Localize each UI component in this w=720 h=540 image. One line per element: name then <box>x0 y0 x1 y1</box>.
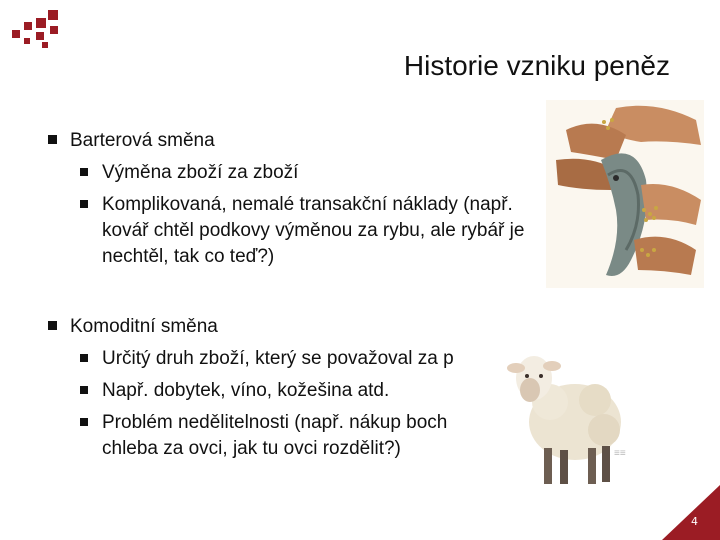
bullet-square-icon <box>80 354 88 362</box>
sheep-image <box>500 340 625 490</box>
section-heading-commodity: Komoditní směna <box>48 314 688 340</box>
corner-triangle-icon <box>662 485 720 540</box>
list-item: Např. dobytek, víno, kožešina atd. <box>48 378 542 404</box>
bullet-square-icon <box>80 418 88 426</box>
bullet-square-icon <box>48 135 57 144</box>
logo-squares <box>10 10 62 50</box>
bullet-square-icon <box>80 200 88 208</box>
bullet-square-icon <box>80 386 88 394</box>
barter-hands-fish-grain-image <box>546 100 704 288</box>
bullet-square-icon <box>80 168 88 176</box>
list-item: Problém nedělitelnosti (např. nákup boch chleba za ovci, jak tu ovci rozdělit?) <box>48 410 507 462</box>
list-item: Komplikovaná, nemalé transakční náklady (např. kovář chtěl podkovy výměnou za rybu, ale rybář je nechtěl, tak co teď?) <box>48 192 532 270</box>
bullet-square-icon <box>48 321 57 330</box>
page-number: 4 <box>691 515 698 528</box>
watermark: ≡≡ <box>614 448 626 459</box>
list-item: Určitý druh zboží, který se považoval za p <box>48 346 562 372</box>
list-item: Výměna zboží za zboží <box>48 160 522 186</box>
section-heading-barter: Barterová směna <box>48 128 688 154</box>
slide-title: Historie vzniku peněz <box>403 50 670 81</box>
